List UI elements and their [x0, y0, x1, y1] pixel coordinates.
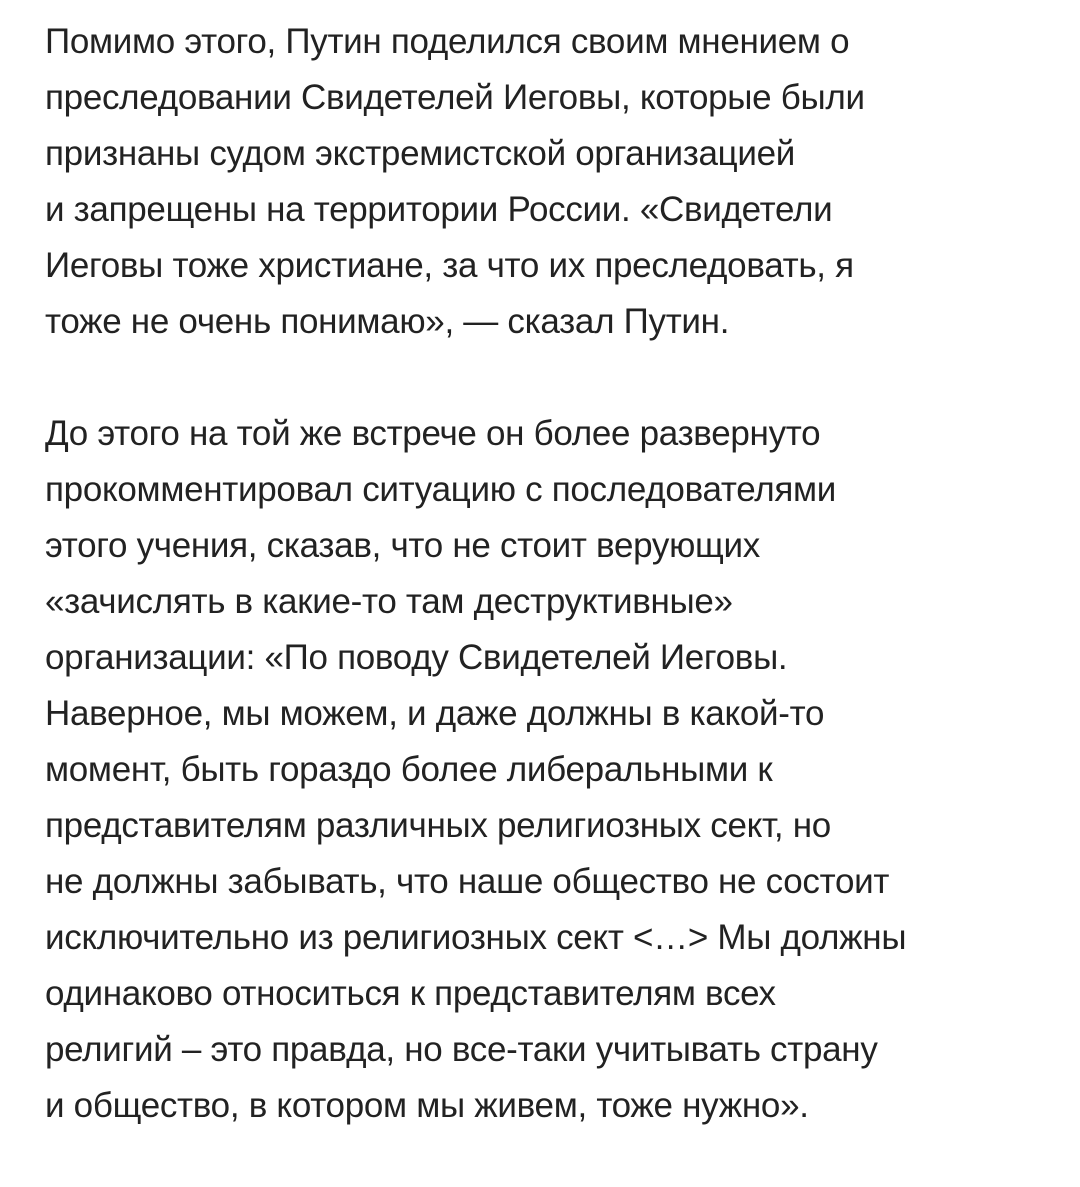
text-line: и общество, в котором мы живем, тоже нужно». [45, 1086, 809, 1125]
text-line: одинаково относиться к представителям всех [45, 974, 776, 1013]
text-line: признаны судом экстремистской организацией [45, 134, 796, 173]
text-line: и запрещены на территории России. «Свидетели [45, 190, 833, 229]
article-body [45, 14, 1055, 1134]
text-line: организации: «По поводу Свидетелей Иеговы. [45, 638, 788, 677]
paragraph-2 [45, 406, 1055, 1134]
text-line: исключительно из религиозных сект <…> Мы должны [45, 918, 907, 957]
paragraph-1 [45, 14, 1055, 350]
text-line: религий – это правда, но все-таки учитывать страну [45, 1030, 878, 1069]
text-line: представителям различных религиозных сект, но [45, 806, 831, 845]
text-line: Наверное, мы можем, и даже должны в какой-то [45, 694, 825, 733]
text-line: Иеговы тоже христиане, за что их преследовать, я [45, 246, 854, 285]
text-line: «зачислять в какие-то там деструктивные» [45, 582, 733, 621]
text-line: преследовании Свидетелей Иеговы, которые были [45, 78, 865, 117]
text-line: этого учения, сказав, что не стоит верующих [45, 526, 760, 565]
text-line: прокомментировал ситуацию с последователями [45, 470, 836, 509]
text-line: момент, быть гораздо более либеральными к [45, 750, 773, 789]
text-line: Помимо этого, Путин поделился своим мнением о [45, 22, 850, 61]
text-line: не должны забывать, что наше общество не состоит [45, 862, 890, 901]
text-line: До этого на той же встрече он более развернуто [45, 414, 821, 453]
text-line: тоже не очень понимаю», — сказал Путин. [45, 302, 730, 341]
